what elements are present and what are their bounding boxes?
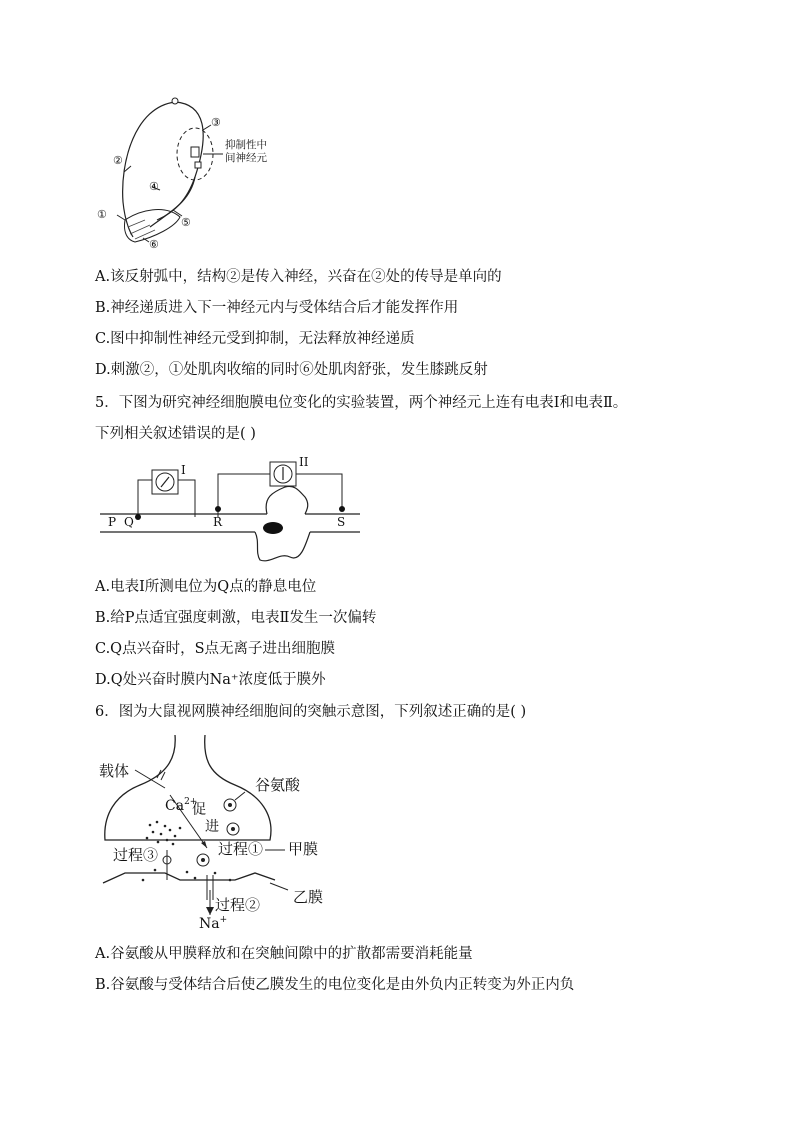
meter2-label: II [299, 455, 309, 469]
label-2: ② [113, 154, 123, 167]
postsynaptic-membrane [103, 873, 275, 883]
nucleus [263, 522, 283, 534]
process1-label: 过程① [218, 840, 264, 858]
reflex-arc-figure [95, 92, 285, 257]
q6-option-b: B.谷氨酸与受体结合后使乙膜发生的电位变化是由外负内正转变为外正内负 [95, 977, 575, 993]
ca-label: Ca [165, 798, 185, 814]
q5-option-a: A.电表I所测电位为Q点的静息电位 [95, 579, 317, 595]
label-p: P [108, 515, 117, 529]
meter1-wire-right [178, 480, 195, 517]
svg-text:Na+ [199, 915, 227, 932]
point-q [135, 514, 141, 520]
q6-stem: 6．图为大鼠视网膜神经细胞间的突触示意图，下列叙述正确的是( ) [95, 704, 527, 720]
na-superscript: + [219, 915, 228, 925]
membrane-b-label: 乙膜 [293, 888, 324, 906]
interneuron-box [191, 147, 199, 157]
point-s [339, 506, 345, 512]
label-6: ⑥ [149, 238, 159, 251]
meter1-wire-left [138, 480, 152, 517]
meter2-wire-right [296, 474, 342, 507]
carrier-label: 载体 [99, 762, 130, 780]
membrane-a-label: 甲膜 [288, 840, 319, 858]
neuron-body [255, 486, 310, 560]
ca-superscript: 2+ [184, 797, 198, 807]
promote-label-2: 进 [205, 819, 219, 835]
label-s: S [337, 515, 346, 529]
process3-label: 过程③ [113, 846, 159, 864]
q5-option-b: B.给P点适宜强度刺激，电表Ⅱ发生一次偏转 [95, 610, 377, 626]
q4-option-c: C.图中抑制性神经元受到抑制，无法释放神经递质 [95, 331, 415, 347]
point-r [215, 506, 221, 512]
q4-option-b: B.神经递质进入下一神经元内与受体结合后才能发挥作用 [95, 300, 459, 316]
presynaptic-terminal [105, 735, 271, 840]
nerve-loop-inner [157, 102, 203, 220]
inhibitory-label-2: 间神经元 [225, 152, 267, 164]
q5-option-d: D.Q处兴奋时膜内Na⁺浓度低于膜外 [95, 672, 326, 688]
q5-option-c: C.Q点兴奋时，S点无离子进出细胞膜 [95, 641, 336, 657]
meter2-wire-left [218, 474, 270, 517]
promote-label-1: 促 [192, 802, 206, 818]
q6-option-a: A.谷氨酸从甲膜释放和在突触间隙中的扩散都需要消耗能量 [95, 946, 473, 962]
label-3: ③ [211, 116, 221, 129]
meter-neuron-figure [95, 452, 365, 567]
glutamate-label: 谷氨酸 [255, 776, 301, 794]
q5-stem-line1: 5．下图为研究神经细胞膜电位变化的实验装置，两个神经元上连有电表Ⅰ和电表Ⅱ。 [95, 395, 628, 411]
label-4: ④ [149, 180, 159, 193]
receptor-top [172, 98, 178, 104]
na-label: Na [199, 916, 220, 932]
label-5: ⑤ [181, 216, 191, 229]
q4-option-d: D.刺激②，①处肌肉收缩的同时⑥处肌肉舒张，发生膝跳反射 [95, 362, 488, 378]
q5-stem-line2: 下列相关叙述错误的是( ) [95, 426, 256, 442]
label-q: Q [124, 515, 134, 529]
synapse-figure [95, 730, 345, 935]
label-r: R [213, 515, 223, 529]
q4-option-a: A.该反射弧中，结构②是传入神经，兴奋在②处的传导是单向的 [95, 269, 502, 285]
meter1-label: I [181, 463, 186, 477]
process2-label: 过程② [215, 896, 261, 914]
inhibitory-label-1: 抑制性中 [225, 139, 267, 151]
label-1: ① [97, 208, 107, 221]
